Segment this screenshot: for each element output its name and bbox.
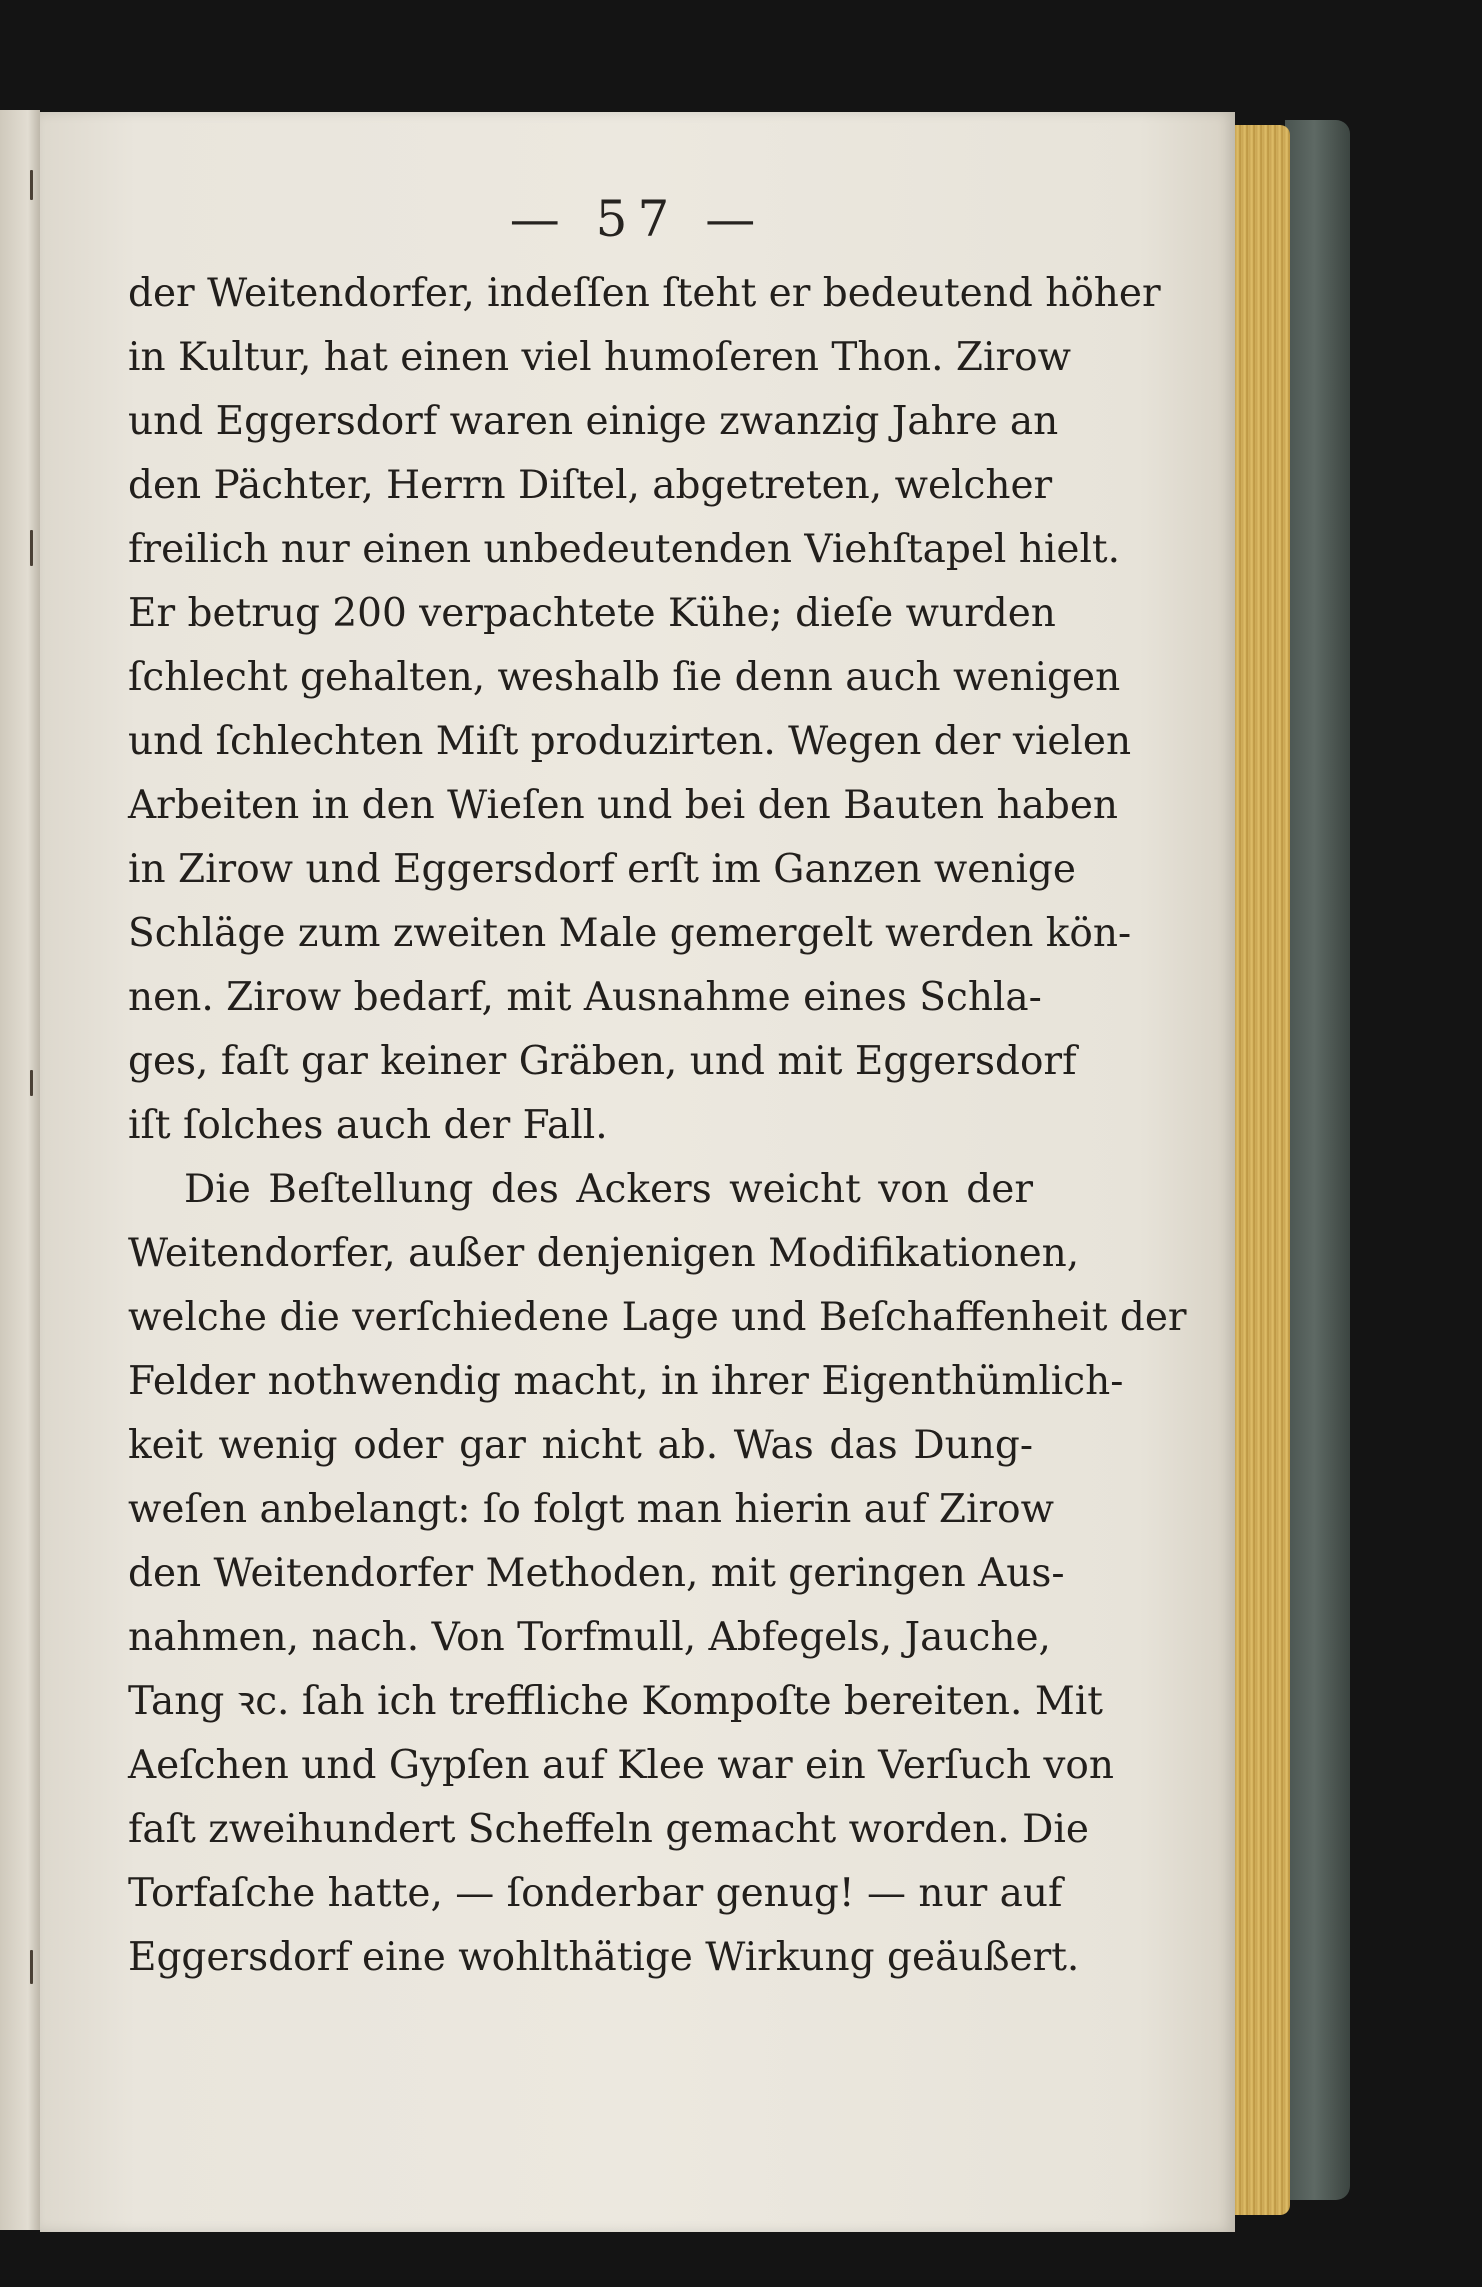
body-text xyxy=(128,262,1187,1990)
text-line: und ſchlechten Miſt produzirten. Wegen der vielen xyxy=(128,719,1132,764)
text-line: und Eggersdorf waren einige zwanzig Jahre an xyxy=(128,399,1059,444)
text-line: in Zirow und Eggersdorf erſt im Ganzen wenige xyxy=(128,847,1076,892)
text-line: in Kultur, hat einen viel humoſeren Thon. Zirow xyxy=(128,335,1072,380)
text-line: Eggersdorf eine wohlthätige Wirkung geäußert. xyxy=(128,1935,1080,1980)
text-line: ges, faſt gar keiner Gräben, und mit Eggersdorf xyxy=(128,1039,1077,1084)
text-line: nen. Zirow bedarf, mit Ausnahme eines Schla- xyxy=(128,975,1042,1020)
text-line: Torfaſche hatte, — ſonderbar genug! — nur auf xyxy=(128,1871,1063,1916)
text-line: weſen anbelangt: ſo folgt man hierin auf Zirow xyxy=(128,1487,1054,1532)
text-line: den Weitendorfer Methoden, mit geringen Aus- xyxy=(128,1551,1065,1596)
text-line: der Weitendorfer, indeſſen ſteht er bedeutend höher xyxy=(128,271,1161,316)
text-line: welche die verſchiedene Lage und Beſchaffenheit der xyxy=(128,1295,1187,1340)
text-line: Arbeiten in den Wieſen und bei den Bauten haben xyxy=(128,783,1119,828)
text-line: Schläge zum zweiten Male gemergelt werden kön- xyxy=(128,911,1132,956)
text-line: Tang ꝛc. ſah ich treffliche Kompoſte bereiten. Mit xyxy=(128,1679,1103,1724)
text-line: den Pächter, Herrn Diſtel, abgetreten, welcher xyxy=(128,463,1053,508)
text-line: Felder nothwendig macht, in ihrer Eigenthümlich- xyxy=(128,1359,1124,1404)
previous-page-ink-marks xyxy=(30,110,40,2230)
page-number: — 57 — xyxy=(509,190,766,248)
text-line: faſt zweihundert Scheffeln gemacht worden. Die xyxy=(128,1807,1089,1852)
text-line: freilich nur einen unbedeutenden Viehſtapel hielt. xyxy=(128,527,1120,572)
book-cover xyxy=(1285,120,1350,2200)
text-line: keit wenig oder gar nicht ab. Was das Dung- xyxy=(128,1423,1033,1468)
paragraph-start-line: Die Beſtellung des Ackers weicht von der xyxy=(184,1167,1033,1212)
gilded-page-edges xyxy=(1235,125,1290,2215)
text-line: Aeſchen und Gypſen auf Klee war ein Verſuch von xyxy=(128,1743,1114,1788)
text-line: Er betrug 200 verpachtete Kühe; dieſe wurden xyxy=(128,591,1056,636)
text-line: Weitendorfer, außer denjenigen Modifikationen, xyxy=(128,1231,1080,1276)
text-line: iſt ſolches auch der Fall. xyxy=(128,1103,608,1148)
text-line: nahmen, nach. Von Torfmull, Abfegels, Jauche, xyxy=(128,1615,1051,1660)
text-line: ſchlecht gehalten, weshalb ſie denn auch wenigen xyxy=(128,655,1121,700)
